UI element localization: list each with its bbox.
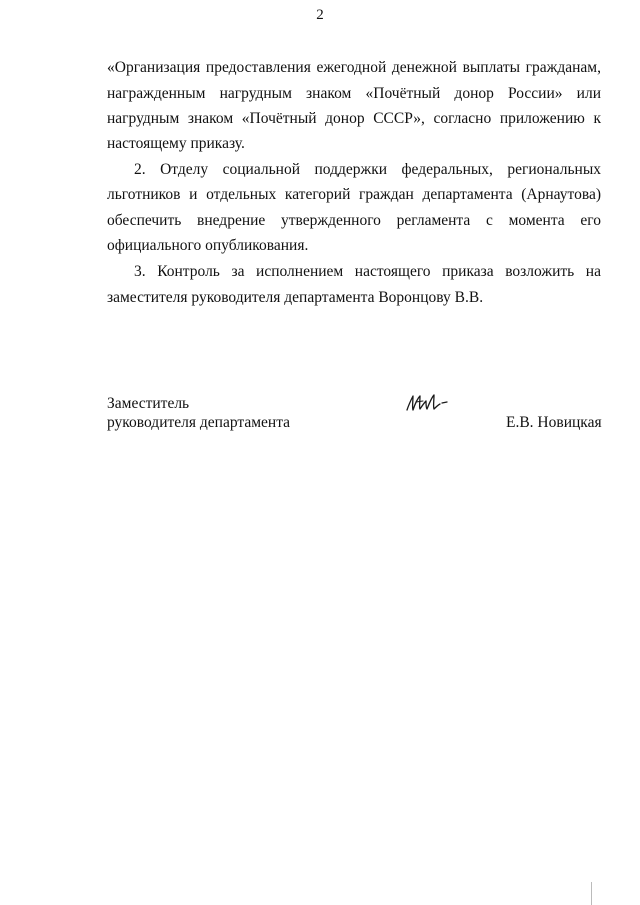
paragraph-2-line-2: льготников и отдельных категорий граждан департамента (Арнаутова) [107, 186, 601, 203]
paragraph-1-line-1: «Организация предоставления ежегодной денежной выплаты гражданам, [107, 59, 601, 76]
scan-edge-mark [591, 882, 592, 905]
paragraph-1-line-2: награжденным нагрудным знаком «Почётный донор России» или [107, 85, 601, 102]
page-number: 2 [316, 7, 324, 23]
paragraph-1-line-3: нагрудным знаком «Почётный донор СССР», согласно приложению к [107, 110, 601, 127]
paragraph-2-line-4: официального опубликования. [107, 237, 309, 254]
paragraph-2-line-1: 2. Отделу социальной поддержки федеральных, региональных [134, 161, 601, 178]
signatory-position [107, 394, 290, 432]
signatory-position-line-1: Заместитель [107, 395, 190, 412]
paragraph-3-line-1: 3. Контроль за исполнением настоящего приказа возложить на [134, 263, 601, 280]
paragraph-2-line-3: обеспечить внедрение утвержденного регламента с момента его [107, 212, 601, 229]
signatory-name: Е.В. Новицкая [506, 414, 602, 431]
paragraph-1-line-4: настоящему приказу. [107, 135, 245, 152]
signatory-position-line-2: руководителя департамента [107, 414, 291, 431]
paragraph-3-line-2: заместителя руководителя департамента Воронцову В.В. [107, 289, 484, 306]
handwritten-signature [404, 390, 452, 416]
